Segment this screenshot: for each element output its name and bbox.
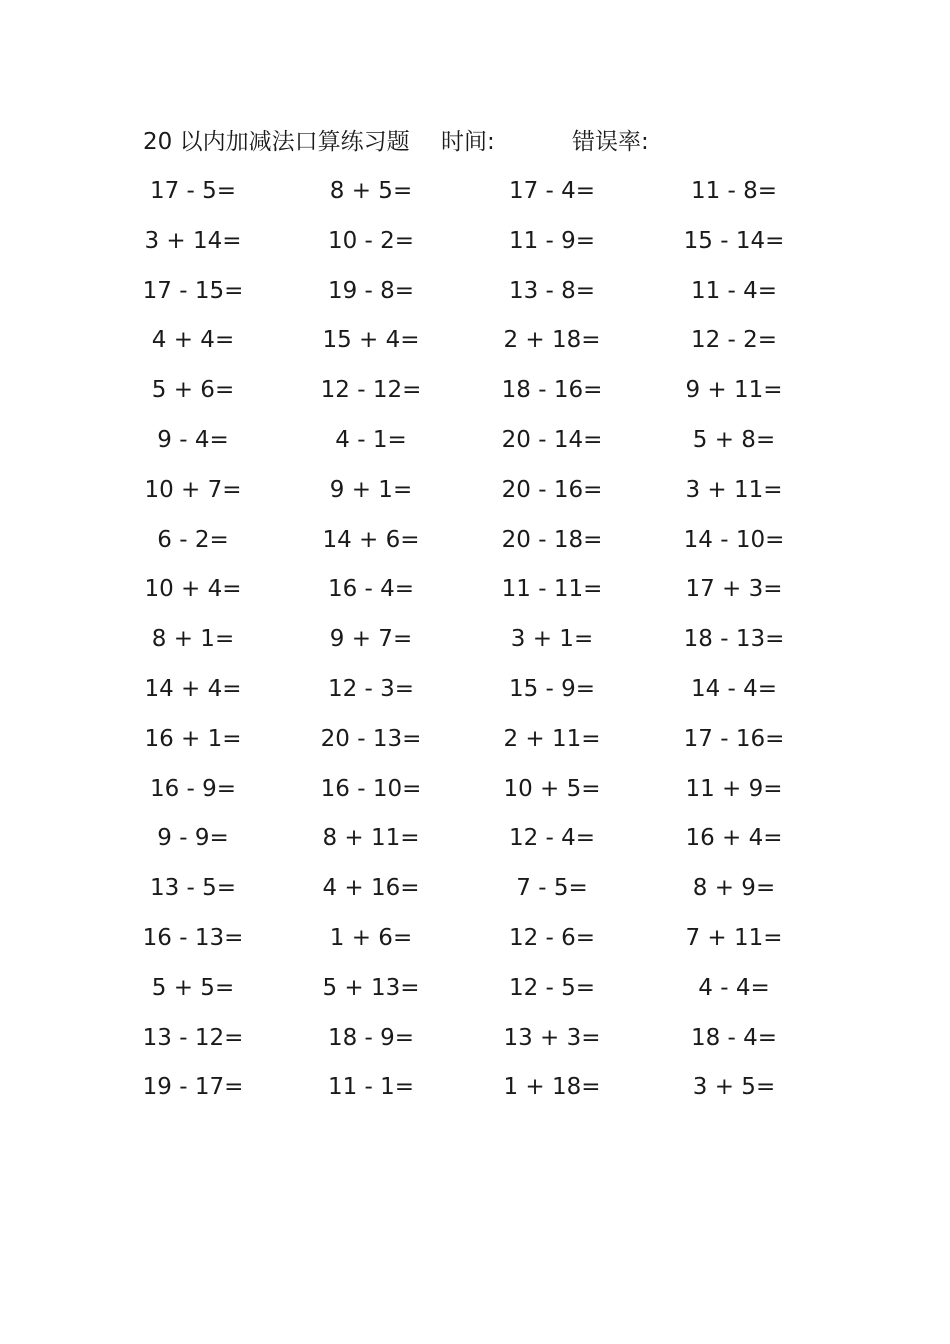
problem-item: 16 + 1= bbox=[144, 725, 242, 752]
problem-row bbox=[0, 620, 950, 670]
problem-item: 14 + 4= bbox=[144, 675, 242, 702]
problem-item: 11 - 8= bbox=[690, 178, 778, 204]
problem-item: 20 - 18= bbox=[501, 526, 603, 553]
problem-item: 20 - 14= bbox=[501, 426, 603, 453]
problem-item: 4 - 4= bbox=[698, 974, 770, 1001]
problem-row bbox=[0, 969, 950, 1019]
problem-item: 15 + 4= bbox=[322, 327, 420, 354]
problem-item: 16 - 13= bbox=[142, 924, 244, 951]
problem-item: 15 - 14= bbox=[683, 227, 785, 254]
problem-item: 16 - 4= bbox=[327, 576, 415, 603]
problem-item: 18 - 13= bbox=[683, 626, 785, 653]
problem-item: 17 - 4= bbox=[508, 178, 596, 204]
problem-item: 10 + 7= bbox=[144, 476, 242, 503]
problem-item: 8 + 11= bbox=[322, 825, 420, 852]
problem-row bbox=[0, 1068, 950, 1118]
time-label: 时间: bbox=[441, 129, 495, 155]
problem-item: 5 + 6= bbox=[151, 377, 235, 404]
problem-item: 18 - 4= bbox=[690, 1024, 778, 1051]
problem-item: 7 + 11= bbox=[685, 924, 783, 951]
problem-item: 7 - 5= bbox=[516, 875, 588, 902]
problem-item: 13 - 5= bbox=[149, 875, 237, 902]
problem-item: 19 - 8= bbox=[327, 277, 415, 304]
problem-item: 17 - 5= bbox=[149, 178, 237, 204]
problem-item: 12 - 6= bbox=[508, 924, 596, 951]
problem-item: 9 + 11= bbox=[685, 377, 783, 404]
problem-item: 3 + 1= bbox=[510, 626, 594, 653]
problem-row bbox=[0, 371, 950, 421]
problem-row bbox=[0, 919, 950, 969]
problem-item: 6 - 2= bbox=[157, 526, 229, 553]
problem-item: 14 - 10= bbox=[683, 526, 785, 553]
problem-row bbox=[0, 670, 950, 720]
problem-item: 10 + 5= bbox=[503, 775, 601, 802]
problem-row bbox=[0, 222, 950, 272]
problem-item: 17 - 15= bbox=[142, 277, 244, 304]
problem-row bbox=[0, 471, 950, 521]
problem-item: 12 - 5= bbox=[508, 974, 596, 1001]
problem-item: 16 + 4= bbox=[685, 825, 783, 852]
problem-item: 17 + 3= bbox=[685, 576, 783, 603]
problem-item: 15 - 9= bbox=[508, 675, 596, 702]
problem-item: 8 + 5= bbox=[329, 178, 413, 204]
problem-item: 3 + 5= bbox=[692, 1074, 776, 1101]
problem-item: 12 - 12= bbox=[320, 377, 422, 404]
problem-row bbox=[0, 1019, 950, 1069]
problem-item: 13 + 3= bbox=[503, 1024, 601, 1051]
problem-row bbox=[0, 720, 950, 770]
problem-item: 11 - 9= bbox=[508, 227, 596, 254]
problem-item: 12 - 2= bbox=[690, 327, 778, 354]
problem-item: 5 + 13= bbox=[322, 974, 420, 1001]
problem-item: 11 - 11= bbox=[501, 576, 603, 603]
worksheet-title: 20 以内加减法口算练习题 bbox=[143, 129, 410, 155]
problem-row bbox=[0, 272, 950, 322]
problem-item: 20 - 16= bbox=[501, 476, 603, 503]
problem-row bbox=[0, 819, 950, 869]
problem-item: 9 + 7= bbox=[329, 626, 413, 653]
problem-item: 4 + 16= bbox=[322, 875, 420, 902]
problem-item: 9 + 1= bbox=[329, 476, 413, 503]
problem-item: 11 - 4= bbox=[690, 277, 778, 304]
problem-item: 18 - 9= bbox=[327, 1024, 415, 1051]
problem-item: 18 - 16= bbox=[501, 377, 603, 404]
problem-row bbox=[0, 421, 950, 471]
problem-item: 9 - 9= bbox=[157, 825, 229, 852]
problem-row bbox=[0, 770, 950, 820]
problem-item: 8 + 9= bbox=[692, 875, 776, 902]
problem-item: 12 - 3= bbox=[327, 675, 415, 702]
problem-item: 11 + 9= bbox=[685, 775, 783, 802]
problem-item: 20 - 13= bbox=[320, 725, 422, 752]
problem-item: 9 - 4= bbox=[157, 426, 229, 453]
problem-item: 2 + 11= bbox=[503, 725, 601, 752]
problem-item: 5 + 5= bbox=[151, 974, 235, 1001]
problem-item: 10 - 2= bbox=[327, 227, 415, 254]
problem-item: 17 - 16= bbox=[683, 725, 785, 752]
problem-item: 2 + 18= bbox=[503, 327, 601, 354]
problem-item: 16 - 10= bbox=[320, 775, 422, 802]
problem-item: 8 + 1= bbox=[151, 626, 235, 653]
problem-item: 13 - 12= bbox=[142, 1024, 244, 1051]
worksheet-header bbox=[0, 124, 950, 160]
error-rate-label: 错误率: bbox=[572, 129, 649, 155]
problem-item: 12 - 4= bbox=[508, 825, 596, 852]
problem-row bbox=[0, 570, 950, 620]
problem-item: 11 - 1= bbox=[327, 1074, 415, 1101]
problem-row bbox=[0, 869, 950, 919]
problem-item: 13 - 8= bbox=[508, 277, 596, 304]
problem-item: 1 + 18= bbox=[503, 1074, 601, 1101]
problem-row bbox=[0, 321, 950, 371]
problem-item: 3 + 14= bbox=[144, 227, 242, 254]
problem-item: 19 - 17= bbox=[142, 1074, 244, 1101]
problem-grid bbox=[0, 172, 950, 1118]
problem-item: 3 + 11= bbox=[685, 476, 783, 503]
problem-item: 1 + 6= bbox=[329, 924, 413, 951]
problem-item: 14 + 6= bbox=[322, 526, 420, 553]
problem-row bbox=[0, 172, 950, 222]
problem-item: 14 - 4= bbox=[690, 675, 778, 702]
problem-item: 4 - 1= bbox=[335, 426, 407, 453]
problem-row bbox=[0, 521, 950, 571]
problem-item: 10 + 4= bbox=[144, 576, 242, 603]
problem-item: 5 + 8= bbox=[692, 426, 776, 453]
problem-item: 4 + 4= bbox=[151, 327, 235, 354]
problem-item: 16 - 9= bbox=[149, 775, 237, 802]
